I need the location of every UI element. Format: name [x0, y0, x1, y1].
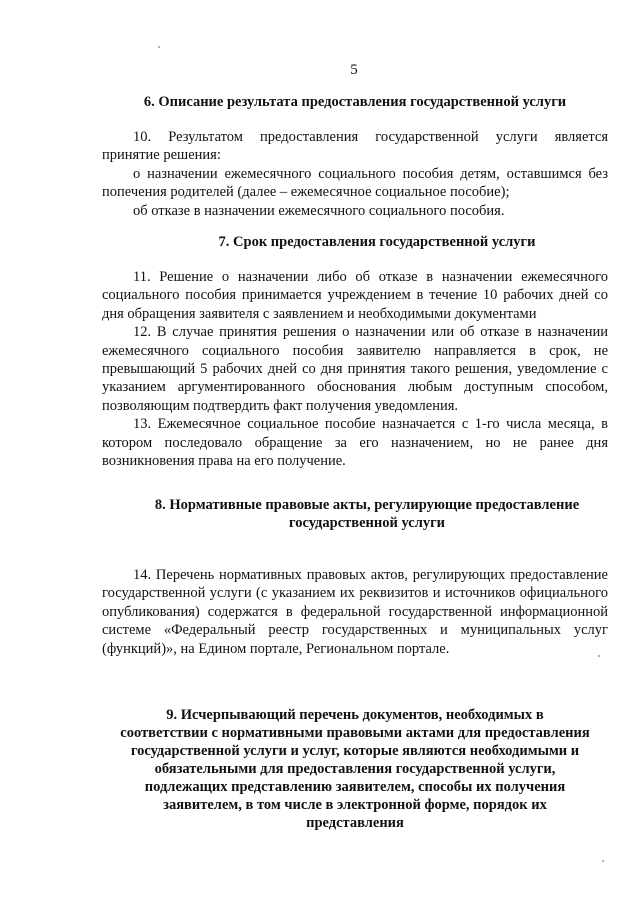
section-6-body	[102, 128, 608, 220]
scan-speck	[602, 860, 604, 862]
section-7-heading: 7. Срок предоставления государственной услуги	[218, 234, 536, 250]
section-9-heading-line-2: соответствии с нормативными правовыми актами для предоставления	[120, 725, 590, 741]
section-9-heading-line-7: представления	[306, 815, 404, 831]
section-8-heading-line-1: 8. Нормативные правовые акты, регулирующие предоставление	[154, 497, 580, 513]
section-8-heading-line-2: государственной услуги	[288, 515, 446, 531]
section-7-body	[102, 268, 608, 470]
paragraph-13: 13. Ежемесячное социальное пособие назначается с 1-го числа месяца, в котором последовало обращение за его назначением, но не ранее дня возникновения права на его получение.	[102, 416, 608, 470]
section-9-heading	[102, 706, 608, 832]
paragraph-10-item-2: об отказе в назначении ежемесячного социального пособия.	[133, 202, 505, 219]
paragraph-10-item-1: о назначении ежемесячного социального пособия детям, оставшимся без попечения родителей (далее – ежемесячное социальное пособие);	[102, 165, 608, 201]
paragraph-10-lead: 10. Результатом предоставления государственной услуги является	[133, 129, 608, 145]
section-9-heading-line-5: подлежащих представлению заявителем, способы их получения	[144, 779, 566, 795]
section-8-body	[102, 566, 608, 658]
page-number: 5	[350, 62, 358, 78]
scan-speck	[598, 655, 600, 657]
paragraph-12: 12. В случае принятия решения о назначении или об отказе в назначении ежемесячного социального пособия заявителю направляется в срок, не превышающий 5 рабочих дней со дня принятия такого решения, уведомление с указанием аргументированного обоснования любым доступным способом, позволяющим подтвердить факт получения уведомления.	[102, 324, 608, 414]
section-9-heading-line-1: 9. Исчерпывающий перечень документов, необходимых в	[166, 707, 544, 723]
paragraph-14: 14. Перечень нормативных правовых актов, регулирующих предоставление государственной услуги (с указанием их реквизитов и источников официального опубликования) содержатся в федеральной государственной информационной системе «Федеральный реестр государственных и муниципальных услуг (функций)», на Едином портале, Региональном портале.	[102, 567, 608, 657]
section-8-heading	[102, 496, 632, 532]
section-9-heading-line-3: государственной услуги и услуг, которые являются необходимыми и	[130, 743, 580, 759]
scan-speck	[158, 46, 160, 48]
paragraph-10-cont: принятие решения:	[102, 147, 221, 164]
paragraph-11: 11. Решение о назначении либо об отказе в назначении ежемесячного социального пособия принимается учреждением в течение 10 рабочих дней со дня обращения заявителя с заявлением и необходимыми документами	[102, 269, 608, 322]
section-9-heading-line-6: заявителем, в том числе в электронной форме, порядок их	[163, 797, 547, 813]
section-9-heading-line-4: обязательными для предоставления государственной услуги,	[154, 761, 556, 777]
section-6-heading: 6. Описание результата предоставления государственной услуги	[143, 94, 567, 110]
